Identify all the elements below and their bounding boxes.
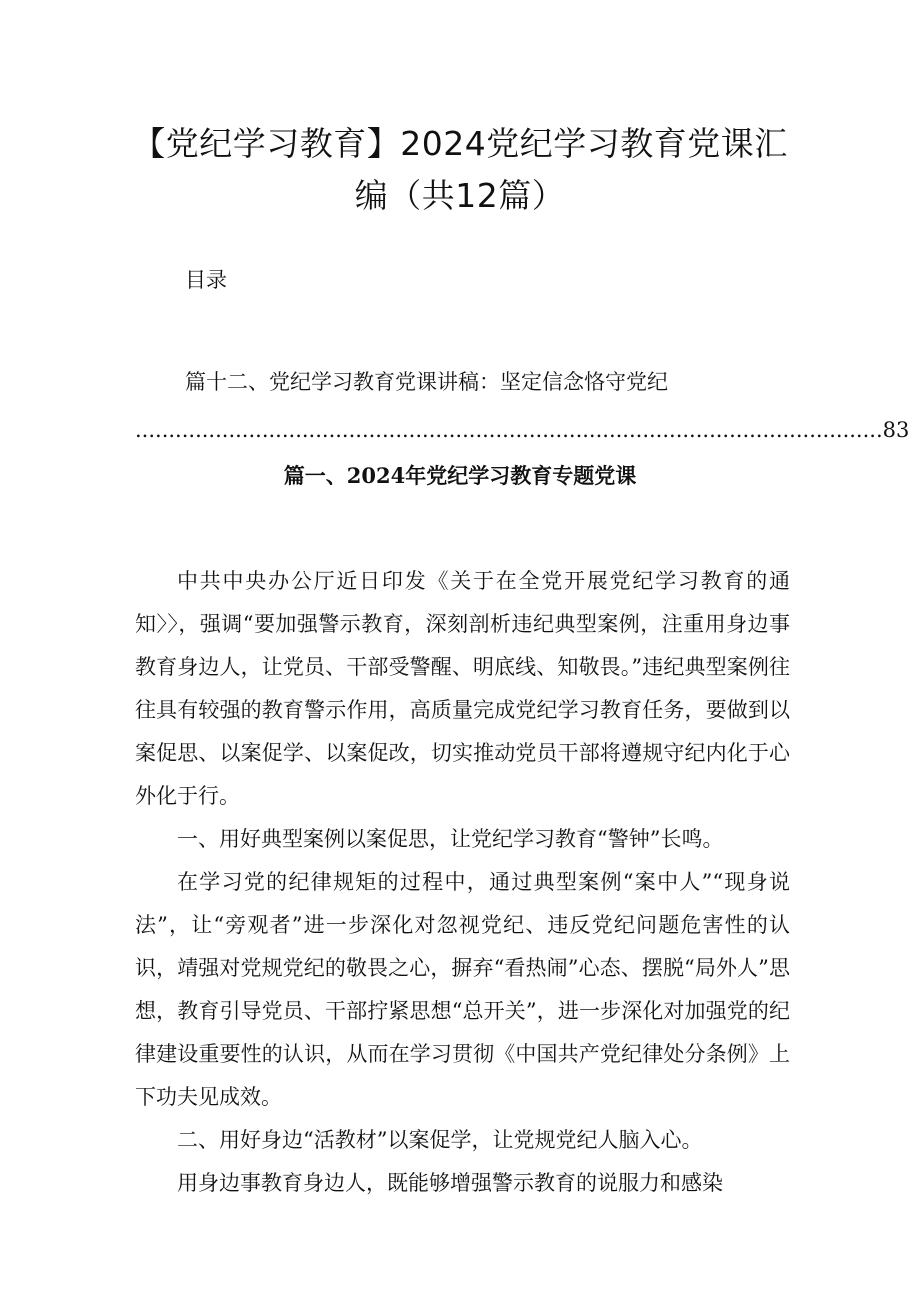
document-title: 【党纪学习教育】2024党纪学习教育党课汇编（共12篇） <box>132 124 788 215</box>
toc-page-number: 83 <box>882 418 910 442</box>
toc-entry-leader-row <box>135 414 910 446</box>
paragraph: 在学习党的纪律规矩的过程中，通过典型案例“案中人”“现身说法”，让“旁观者”进一步深化对忽视党纪、违反党纪问题危害性的认识，靖强对党规党纪的敬畏之心，摒弃“看热闹”心态、摆脱“局外人”思想，教育引导党员、干部拧紧思想“总开关”，进一步深化对加强党的纪律建设重要性的认识，从而在学习贯彻《中国共产党纪律处分条例》上下功夫见成效。 <box>135 870 790 1109</box>
toc-leader-dots: ................................................................................................................ <box>135 418 883 442</box>
section-heading: 篇一、2024年党纪学习教育专题党课 <box>283 463 637 488</box>
body-text <box>135 560 790 1205</box>
paragraph: 用身边事教育身边人，既能够增强警示教育的说服力和感染 <box>177 1171 723 1195</box>
paragraph: 中共中央办公厅近日印发《关于在全党开展党纪学习教育的通知〉〉，强调“要加强警示教育，深刻剖析违纪典型案例，注重用身边事教育身边人，让党员、干部受警醒、明底线、知敬畏。”违纪典型案例往往具有较强的教育警示作用，高质量完成党纪学习教育任务，要做到以案促思、以案促学、以案促改，切实推动党员干部将遵规守纪内化于心外化于行。 <box>135 569 790 808</box>
toc-heading: 目录 <box>185 268 227 292</box>
paragraph: 一、用好典型案例以案促思，让党纪学习教育“警钟”长鸣。 <box>177 827 724 851</box>
paragraph: 二、用好身边“活教材”以案促学，让党规党纪人脑入心。 <box>177 1128 703 1152</box>
toc-entry-label[interactable]: 篇十二、党纪学习教育党课讲稿：坚定信念恪守党纪 <box>185 370 668 394</box>
